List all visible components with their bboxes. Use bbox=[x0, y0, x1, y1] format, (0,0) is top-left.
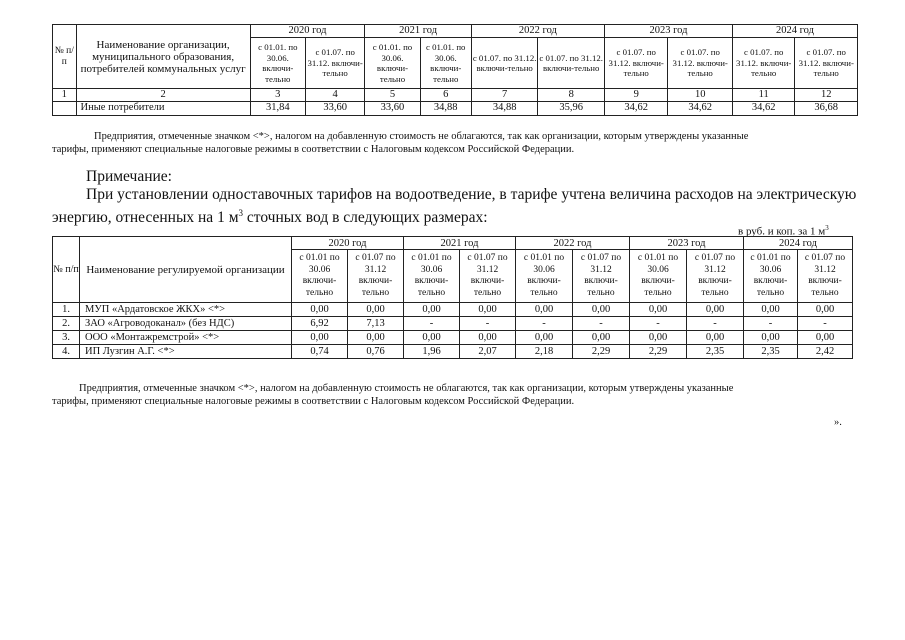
period-header: с 01.07. по 31.12. включи-тельно bbox=[604, 38, 667, 89]
row-number: 1. bbox=[53, 303, 80, 317]
period-header: с 01.07 по 31.12 включи-тельно bbox=[460, 250, 516, 303]
year-header: 2023 год bbox=[630, 237, 744, 250]
period-header: с 01.01 по 30.06 включи-тельно bbox=[404, 250, 460, 303]
column-number: 7 bbox=[471, 89, 538, 102]
tariff-value: 0,00 bbox=[687, 303, 744, 317]
tariff-value: 0,00 bbox=[744, 303, 798, 317]
note-title: Примечание: bbox=[86, 168, 172, 185]
tariff-value: 0,00 bbox=[404, 331, 460, 345]
tariff-value: 0,00 bbox=[687, 331, 744, 345]
year-header: 2021 год bbox=[365, 25, 472, 38]
tariff-value: 31,84 bbox=[250, 102, 305, 116]
table-row bbox=[53, 317, 853, 331]
period-header: с 01.07. по 31.12. включи-тельно bbox=[305, 38, 364, 89]
tariff-value: - bbox=[687, 317, 744, 331]
tariff-value: 2,42 bbox=[798, 345, 853, 359]
period-header: с 01.07 по 31.12 включи-тельно bbox=[348, 250, 404, 303]
year-header: 2022 год bbox=[471, 25, 604, 38]
tariff-value: 34,88 bbox=[420, 102, 471, 116]
tariff-value: 2,35 bbox=[687, 345, 744, 359]
col-header-no: № п/п bbox=[53, 25, 77, 89]
tariff-value: 0,00 bbox=[460, 331, 516, 345]
col-header-name: Наименование организации, муниципального образования, потребителей коммунальных услуг bbox=[76, 25, 250, 89]
organization-name: ООО «Монтажремстрой» <*> bbox=[80, 331, 292, 345]
tariff-value: 36,68 bbox=[795, 102, 858, 116]
year-header: 2024 год bbox=[744, 237, 853, 250]
tariff-value: 7,13 bbox=[348, 317, 404, 331]
tariff-value: 0,00 bbox=[573, 331, 630, 345]
row-number: 3. bbox=[53, 331, 80, 345]
organization-name: ИП Лузгин А.Г. <*> bbox=[80, 345, 292, 359]
tariff-value: 0,00 bbox=[630, 303, 687, 317]
organization-name: ЗАО «Агроводоканал» (без НДС) bbox=[80, 317, 292, 331]
column-number: 5 bbox=[365, 89, 420, 102]
column-number-row bbox=[53, 89, 858, 102]
tariff-value: 0,00 bbox=[573, 303, 630, 317]
note-paragraph-line: При установлении одноставочных тарифов на водоотведение, в тарифе учтена величина расходов на электрическую bbox=[86, 186, 857, 203]
column-number: 1 bbox=[53, 89, 77, 102]
period-header: с 01.01 по 30.06 включи-тельно bbox=[744, 250, 798, 303]
year-header: 2021 год bbox=[404, 237, 516, 250]
table-row bbox=[53, 331, 853, 345]
period-header: с 01.07. по 31.12. включи-тельно bbox=[795, 38, 858, 89]
period-header: с 01.07 по 31.12 включи-тельно bbox=[687, 250, 744, 303]
tariff-value: 0,74 bbox=[292, 345, 348, 359]
tariff-table-consumers bbox=[52, 24, 858, 116]
tariff-value: 0,00 bbox=[460, 303, 516, 317]
year-header: 2023 год bbox=[604, 25, 732, 38]
footnote-line: Предприятия, отмеченные значком <*>, налогом на добавленную стоимость не облагаются, так как организации, которым утверждены указанные bbox=[94, 131, 749, 142]
closing-quote: ». bbox=[834, 417, 842, 428]
tariff-value: 2,29 bbox=[573, 345, 630, 359]
col-header-no: № п/п bbox=[53, 237, 80, 303]
tariff-value: 0,00 bbox=[630, 331, 687, 345]
electricity-cost-table bbox=[52, 236, 853, 359]
footnote-line: тарифы, применяют специальные налоговые режимы в соответствии с Налоговым кодексом Российской Федерации. bbox=[52, 396, 575, 407]
note-paragraph-line: энергию, отнесенных на 1 $м^3$ сточных вод в следующих размерах: bbox=[52, 208, 488, 227]
column-number: 11 bbox=[732, 89, 794, 102]
tariff-value: 34,62 bbox=[668, 102, 733, 116]
year-header: 2020 год bbox=[250, 25, 365, 38]
column-number: 4 bbox=[305, 89, 364, 102]
period-header: с 01.01 по 30.06 включи-тельно bbox=[630, 250, 687, 303]
period-header: с 01.01. по 30.06. включи-тельно bbox=[420, 38, 471, 89]
footnote-line: тарифы, применяют специальные налоговые режимы в соответствии с Налоговым кодексом Российской Федерации. bbox=[52, 144, 575, 155]
tariff-value: - bbox=[798, 317, 853, 331]
period-header: с 01.01 по 30.06 включи-тельно bbox=[516, 250, 573, 303]
period-header: с 01.07. по 31.12. включи-тельно bbox=[668, 38, 733, 89]
tariff-value: 0,00 bbox=[798, 303, 853, 317]
row-label: Иные потребители bbox=[76, 102, 250, 116]
column-number: 2 bbox=[76, 89, 250, 102]
tariff-value: 0,00 bbox=[744, 331, 798, 345]
tariff-value: - bbox=[573, 317, 630, 331]
column-number: 3 bbox=[250, 89, 305, 102]
period-header: с 01.07 по 31.12 включи-тельно bbox=[573, 250, 630, 303]
tariff-value: 0,00 bbox=[292, 303, 348, 317]
tariff-value: 33,60 bbox=[365, 102, 420, 116]
footnote-line: Предприятия, отмеченные значком <*>, налогом на добавленную стоимость не облагаются, так как организации, которым утверждены указанные bbox=[79, 383, 734, 394]
table-row bbox=[53, 102, 858, 116]
year-header: 2022 год bbox=[516, 237, 630, 250]
table-row bbox=[53, 303, 853, 317]
tariff-value: 2,29 bbox=[630, 345, 687, 359]
tariff-value: 0,00 bbox=[292, 331, 348, 345]
tariff-value: - bbox=[744, 317, 798, 331]
tariff-value: 0,00 bbox=[348, 331, 404, 345]
column-number: 8 bbox=[538, 89, 605, 102]
tariff-value: - bbox=[630, 317, 687, 331]
period-header: с 01.07 по 31.12 включи-тельно bbox=[798, 250, 853, 303]
col-header-name: Наименование регулируемой организации bbox=[80, 237, 292, 303]
tariff-value: 34,62 bbox=[604, 102, 667, 116]
period-header: с 01.01. по 30.06. включи-тельно bbox=[365, 38, 420, 89]
tariff-value: 0,00 bbox=[516, 331, 573, 345]
tariff-value: - bbox=[516, 317, 573, 331]
tariff-value: 33,60 bbox=[305, 102, 364, 116]
period-header: с 01.07. по 31.12. включи-тельно bbox=[538, 38, 605, 89]
tariff-value: 0,76 bbox=[348, 345, 404, 359]
column-number: 12 bbox=[795, 89, 858, 102]
units-label: в руб. и коп. за 1 $м^3$ bbox=[738, 224, 829, 238]
tariff-value: 0,00 bbox=[404, 303, 460, 317]
tariff-value: 34,62 bbox=[732, 102, 794, 116]
tariff-value: 2,07 bbox=[460, 345, 516, 359]
row-number bbox=[53, 102, 77, 116]
tariff-value: 34,88 bbox=[471, 102, 538, 116]
tariff-value: 2,18 bbox=[516, 345, 573, 359]
year-header: 2020 год bbox=[292, 237, 404, 250]
row-number: 4. bbox=[53, 345, 80, 359]
tariff-value: 35,96 bbox=[538, 102, 605, 116]
tariff-value: 2,35 bbox=[744, 345, 798, 359]
table-row bbox=[53, 345, 853, 359]
tariff-value: 6,92 bbox=[292, 317, 348, 331]
tariff-value: 0,00 bbox=[348, 303, 404, 317]
tariff-value: - bbox=[404, 317, 460, 331]
period-header: с 01.01 по 30.06 включи-тельно bbox=[292, 250, 348, 303]
row-number: 2. bbox=[53, 317, 80, 331]
column-number: 6 bbox=[420, 89, 471, 102]
tariff-value: 0,00 bbox=[798, 331, 853, 345]
column-number: 10 bbox=[668, 89, 733, 102]
period-header: с 01.01. по 30.06. включи-тельно bbox=[250, 38, 305, 89]
tariff-value: - bbox=[460, 317, 516, 331]
year-header: 2024 год bbox=[732, 25, 857, 38]
column-number: 9 bbox=[604, 89, 667, 102]
period-header: с 01.07. по 31.12. включи-тельно bbox=[471, 38, 538, 89]
period-header: с 01.07. по 31.12. включи-тельно bbox=[732, 38, 794, 89]
tariff-value: 1,96 bbox=[404, 345, 460, 359]
tariff-value: 0,00 bbox=[516, 303, 573, 317]
organization-name: МУП «Ардатовское ЖКХ» <*> bbox=[80, 303, 292, 317]
